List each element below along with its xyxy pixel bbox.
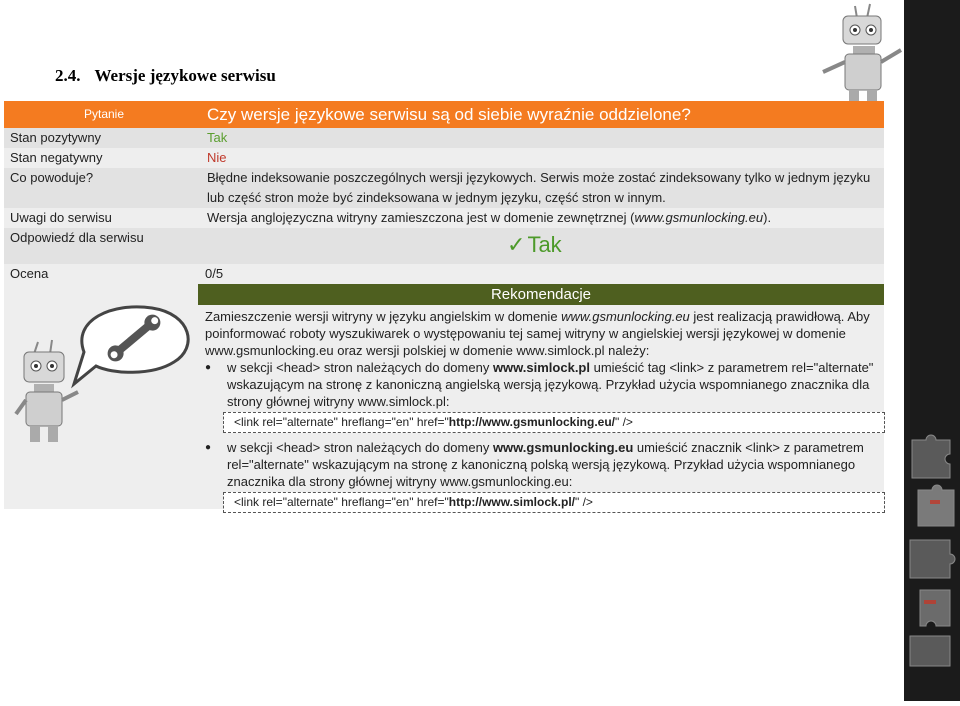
question-row — [4, 101, 884, 128]
negative-row — [4, 148, 884, 168]
robot-top-illustration — [815, 0, 905, 110]
recommendations-header: Rekomendacje — [198, 284, 884, 305]
recommendations-content — [205, 308, 877, 519]
recommendations-intro — [205, 308, 877, 359]
puzzle-strip — [904, 0, 960, 701]
causes-label: Co powoduje? — [10, 170, 94, 185]
item1-prefix: w sekcji <head> stron należących do domeny — [227, 360, 493, 375]
code1-url: http://www.gsmunlocking.eu/ — [448, 415, 615, 429]
code1-suffix: " /> — [614, 415, 633, 429]
robot-wrench-illustration — [12, 300, 202, 450]
notes-domain-link[interactable]: www.gsmunlocking.eu — [634, 210, 764, 225]
code-example-1 — [223, 412, 885, 433]
positive-value: Tak — [207, 130, 228, 145]
section-title — [55, 66, 276, 86]
notes-suffix: ). — [763, 210, 772, 225]
notes-label: Uwagi do serwisu — [10, 210, 112, 225]
notes-prefix: Wersja anglojęzyczna witryny zamieszczona jest w domenie zewnętrznej ( — [207, 210, 635, 225]
notes-text — [207, 208, 877, 228]
list-item — [227, 359, 877, 433]
section-number: 2.4. — [55, 66, 81, 85]
intro-prefix: Zamieszczenie wersji witryny w języku angielskim w domenie — [205, 309, 562, 324]
code2-url: http://www.simlock.pl/ — [448, 495, 575, 509]
answer-row — [4, 228, 884, 264]
item1-domain: www.simlock.pl — [492, 360, 590, 375]
score-row — [4, 264, 884, 284]
code2-suffix: " /> — [575, 495, 593, 509]
answer-text: Tak — [527, 232, 562, 257]
intro-domain-link[interactable]: www.gsmunlocking.eu — [561, 309, 690, 324]
item2-prefix: w sekcji <head> stron należących do domeny — [227, 440, 493, 455]
checkmark-icon: ✓ — [507, 232, 526, 257]
causes-row — [4, 168, 884, 208]
code-example-2 — [223, 492, 885, 513]
question-text: Czy wersje językowe serwisu są od siebie wyraźnie oddzielone? — [207, 105, 691, 124]
intro-suffix: jest realizacją prawidłową. Aby poinformować roboty wyszukiwarek o występowaniu tej samej witryny w angielskiej wersji językowej w domenie www.gsmunlocking.eu oraz wersji polskiej w domenie www.simlock.pl należy: — [205, 309, 870, 358]
answer-label: Odpowiedź dla serwisu — [10, 230, 144, 245]
list-item — [227, 439, 877, 513]
positive-label: Stan pozytywny — [10, 130, 102, 145]
negative-label: Stan negatywny — [10, 150, 103, 165]
score-value: 0/5 — [205, 266, 224, 281]
item2-domain: www.gsmunlocking.eu — [492, 440, 634, 455]
code1-prefix: <link rel="alternate" hreflang="en" href=" — [234, 415, 449, 429]
causes-text: Błędne indeksowanie poszczególnych wersji językowych. Serwis może zostać zindeksowany tylko w jednym języku lub część stron może być zindeksowana w jednym języku, część stron w innym. — [207, 170, 871, 205]
section-title-text: Wersje językowe serwisu — [94, 66, 276, 85]
question-label: Pytanie — [83, 107, 125, 121]
item1-suffix: umieścić tag <link> z parametrem rel="alternate" wskazującym na stronę z kanoniczną angielską wersją językową. Przykład użycia wspomnianego znacznika dla strony głównej witryny www.simlock.pl: — [227, 360, 874, 409]
positive-row — [4, 128, 884, 148]
recommendations-list — [205, 359, 877, 513]
code2-prefix: <link rel="alternate" hreflang="en" href=" — [234, 495, 449, 509]
answer-value — [507, 232, 562, 258]
notes-row — [4, 208, 884, 228]
score-label: Ocena — [10, 266, 49, 281]
item2-suffix: umieścić znacznik <link> z parametrem rel="alternate" wskazującym na stronę z kanoniczną polską wersją językową. Przykład użycia wspomnianego znacznika dla strony głównej witryny www.gsmunlocking.eu: — [227, 440, 864, 489]
negative-value: Nie — [207, 150, 227, 165]
